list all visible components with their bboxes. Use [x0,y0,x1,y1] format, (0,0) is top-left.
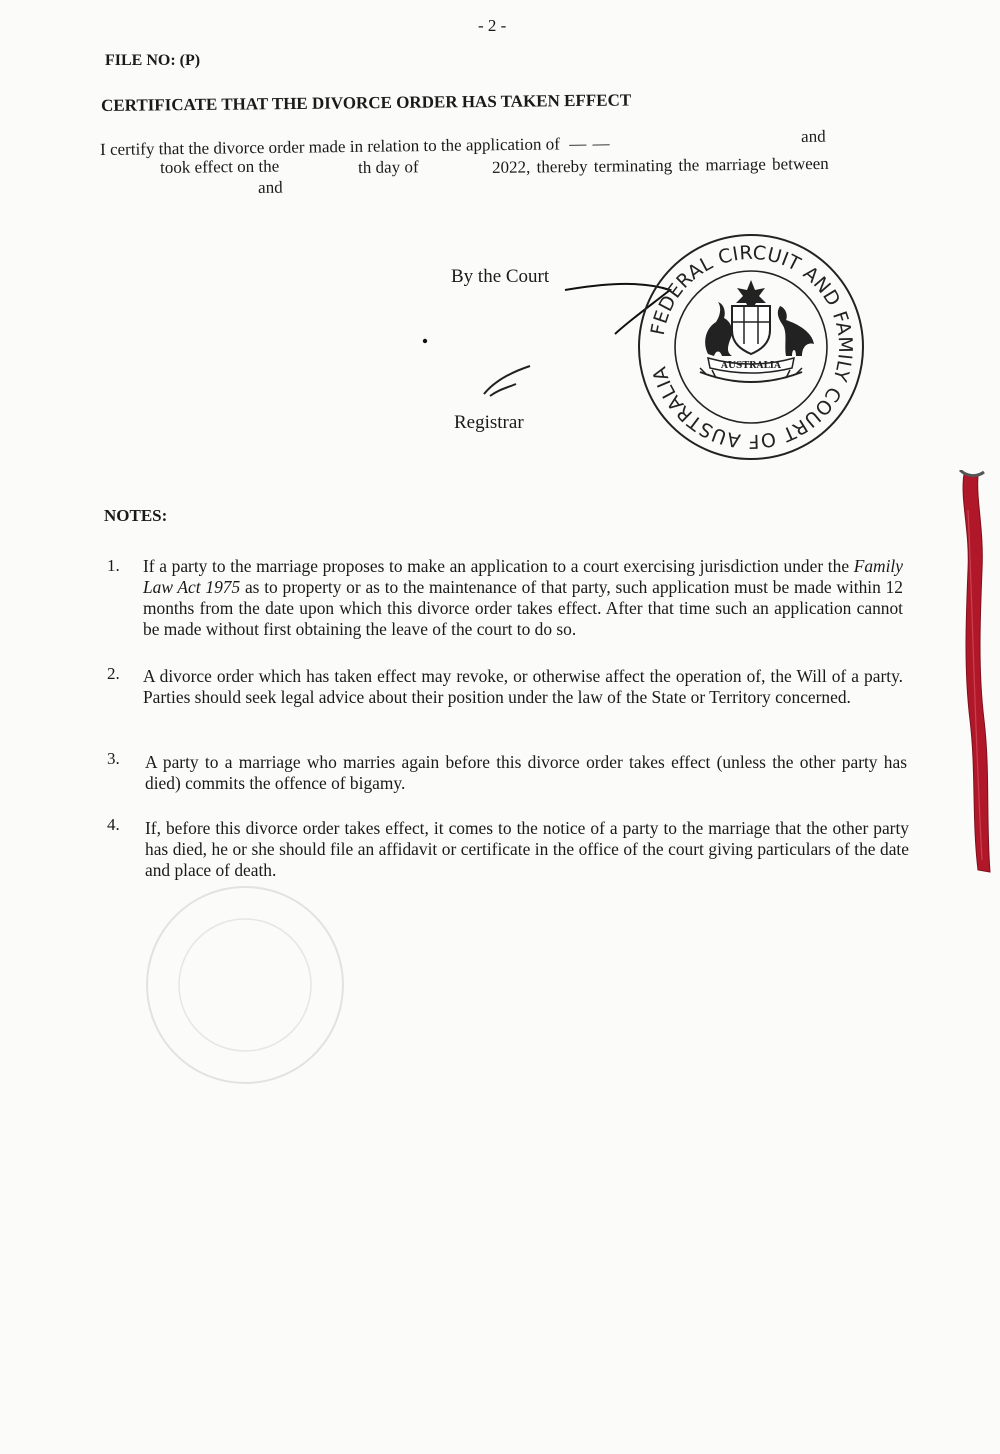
file-number: FILE NO: (P) [105,52,201,69]
notes-heading: NOTES: [104,506,168,525]
seal-center-text: AUSTRALIA [720,361,782,371]
bleed-through-seal-icon [140,880,350,1090]
certificate-and-2: and [258,177,283,197]
page-number: - 2 - [478,16,507,35]
certificate-title: CERTIFICATE THAT THE DIVORCE ORDER HAS TAKEN EFFECT [101,90,632,115]
certificate-and-1: and [801,126,826,146]
note-number-4: 4. [107,815,120,834]
note-1 [143,556,903,640]
coat-of-arms-icon [700,280,814,382]
note-number-3: 3. [107,749,120,768]
certificate-line-1 [100,134,611,160]
registrar-label: Registrar [454,412,524,433]
note-3: A party to a marriage who marries again before this divorce order takes effect (unless the other party has died) commits the offence of bigamy. [145,752,907,793]
binding-ribbon-icon [950,470,1000,900]
note-1-act-name: Family Law Act 1975 [143,556,903,597]
note-4: If, before this divorce order takes effect, it comes to the notice of a party to the marriage that the other party has died, he or she should file an affidavit or certificate in the office of the court giving particulars of the date and place of death. [145,818,909,880]
signature-icon [480,360,560,410]
note-2: A divorce order which has taken effect may revoke, or otherwise affect the operation of, the Will of a party. Parties should seek legal advice about their position under the law of the State or Territory concerned. [143,666,903,707]
certificate-took-effect: took effect on the [160,156,280,177]
certificate-day-of: th day of [358,157,419,177]
by-the-court-label: By the Court [451,266,550,287]
certificate-terminating: 2022, thereby terminating the marriage between [492,153,829,177]
seal-ring-text: FEDERAL CIRCUIT AND FAMILY COURT OF AUSTRALIA [646,241,857,453]
certificate-text: I certify that the divorce order made in relation to the application of [100,134,560,159]
note-number-1: 1. [107,556,120,575]
note-1-text-post: as to property or as to the maintenance of that party, such application must be made within 12 months from the date upon which this divorce order takes effect. After that time such an application cannot be made without first obtaining the leave of the court to do so. [143,577,903,639]
redaction-dashes: — — [563,133,611,154]
note-number-2: 2. [107,664,120,683]
court-seal-icon [636,232,866,462]
ink-dot [420,336,430,346]
note-1-text-pre: If a party to the marriage proposes to make an application to a court exercising jurisdiction under the [143,556,850,576]
